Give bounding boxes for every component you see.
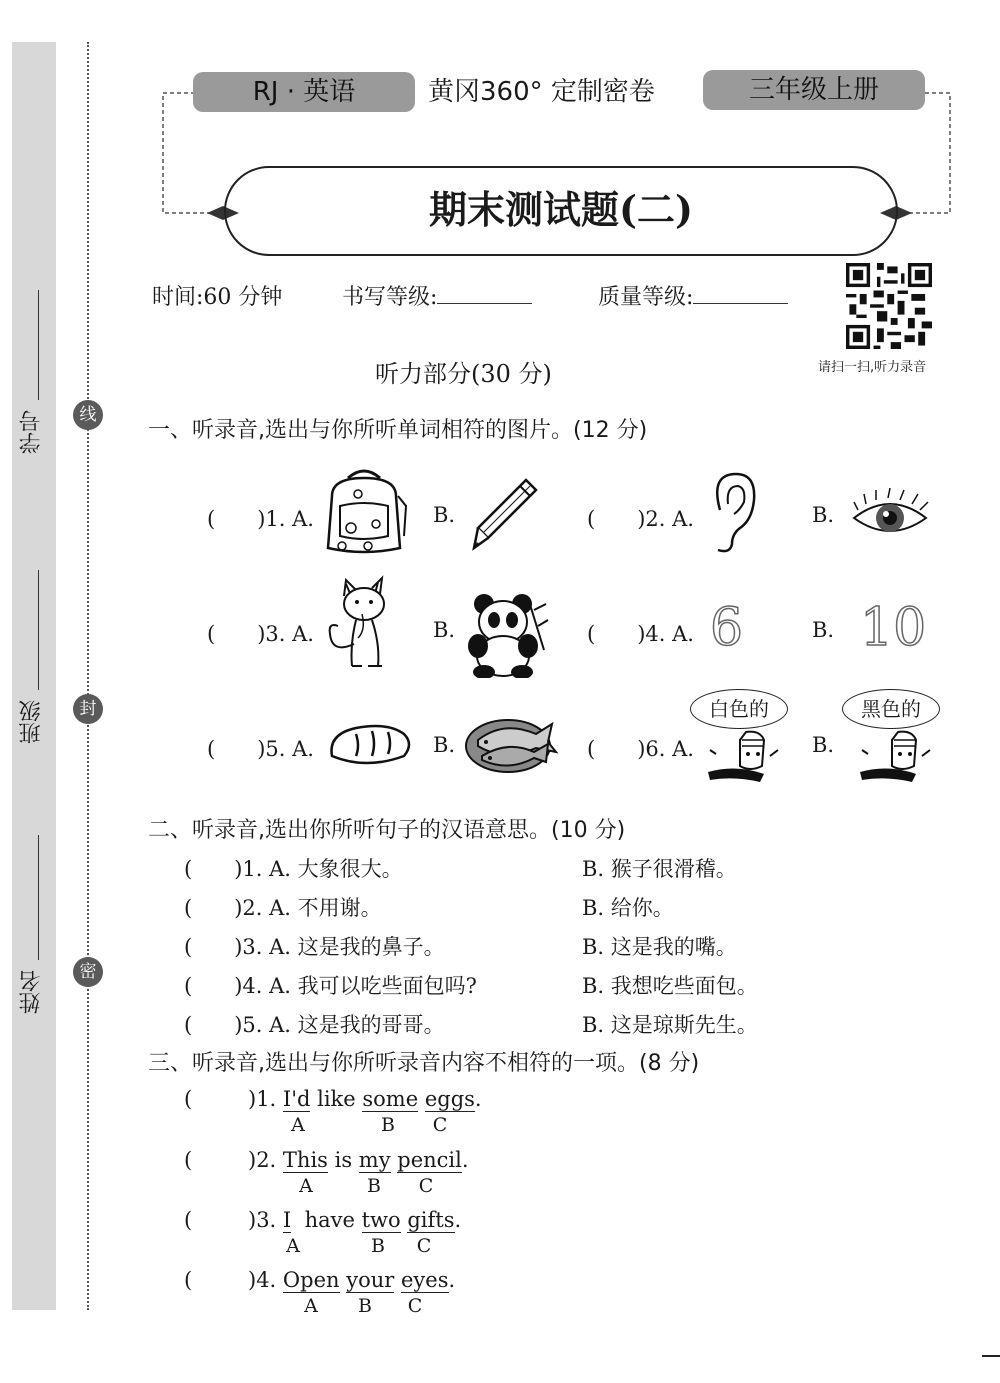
quality-grade [598,280,788,311]
s3-q1-label-b: B [381,1114,395,1136]
name-label: 姓名 [19,970,44,1014]
s3-q1-end: . [474,1087,482,1111]
s3-q4-label-a: A [304,1295,318,1317]
white-bubble: 白色的 [690,689,788,729]
s3-q2-label-b: B [367,1175,381,1197]
fish-icon[interactable] [464,706,560,778]
s3-q2-label-c: C [418,1175,434,1197]
s3-q1-paren: ( [184,1087,193,1111]
s3-q3-label-a: A [286,1235,300,1257]
grade-badge: 三年级上册 [703,70,925,110]
s1-q1-b: B. [433,503,456,527]
seal-seal-mark: 封 [73,694,103,724]
s3-q2-label-a: A [299,1175,313,1197]
s1-q3-num: ( )3. A. [207,622,314,646]
class-field[interactable] [38,570,39,690]
black-bubble: 黑色的 [842,689,940,729]
s3-q3-mid1: have [291,1208,362,1232]
s2-q2-a: ( )2. A. 不用谢。 [184,896,382,920]
s2-q3-b: B. 这是我的嘴。 [582,935,737,959]
s1-q5-num: ( )5. A. [207,737,314,761]
s1-q5-b: B. [433,733,456,757]
s3-q2-word-c: pencil [397,1148,462,1172]
s3-q2-word-b: my [358,1148,391,1172]
s1-q6-num: ( )6. A. [587,737,694,761]
s3-q1-label-c: C [432,1114,448,1136]
s1-q1-num: ( )1. A. [207,507,314,531]
name-field[interactable] [38,835,39,960]
number-six-icon[interactable]: 6 [710,598,744,658]
seal-line-mark: 线 [73,400,103,430]
s1-q4-num: ( )4. A. [587,622,694,646]
s2-q1-a: ( )1. A. 大象很大。 [184,857,403,881]
s2-q5-b: B. 这是琼斯先生。 [582,1013,758,1037]
cut-line [87,42,89,1310]
s3-q2-sentence [248,1148,469,1172]
binding-strip [12,42,56,1310]
crayon-character-icon[interactable] [858,726,934,784]
section1-title: 一、听录音,选出与你所听单词相符的图片。(12 分) [148,418,648,443]
writing-grade [342,280,532,311]
s3-q3-word-c: gifts [407,1208,455,1232]
s3-q1-label-a: A [291,1114,305,1136]
crayon-character-icon[interactable] [706,726,782,784]
page-edge-mark [982,1355,1000,1357]
schoolbag-icon[interactable] [318,466,410,556]
bread-icon[interactable] [326,720,412,770]
s3-q2-mid1: is [327,1148,359,1172]
s3-q4-mid2 [394,1268,401,1292]
s3-q4-label-c: C [407,1295,423,1317]
cat-icon[interactable] [322,574,402,672]
s1-q3-b: B. [433,618,456,642]
s3-q4-sentence [248,1268,455,1292]
s3-q1-word-b: some [362,1087,419,1111]
s3-q1-word-c: eggs [424,1087,475,1111]
s3-q2-end: . [461,1148,469,1172]
s3-q3-sentence [248,1208,461,1232]
s1-q2-b: B. [812,503,835,527]
s1-q6-b: B. [812,733,835,757]
s3-q3-word-b: two [361,1208,401,1232]
time-info: 时间:60 分钟 [152,285,283,310]
s2-q4-b: B. 我想吃些面包。 [582,974,758,998]
s3-q4-paren: ( [184,1268,193,1292]
s3-q3-num: )3. [248,1208,277,1232]
s2-q2-b: B. 给你。 [582,896,674,920]
s3-q2-num: )2. [248,1148,277,1172]
student-id-field[interactable] [38,290,39,400]
quality-grade-label: 质量等级: [598,285,694,310]
student-id-label: 学号 [19,410,44,454]
s3-q4-word-a: Open [282,1268,340,1292]
quality-grade-field[interactable] [693,283,788,304]
section3-title: 三、听录音,选出与你所听录音内容不相符的一项。(8 分) [148,1051,700,1076]
s3-q4-label-b: B [358,1295,372,1317]
s3-q3-word-a: I [282,1208,292,1232]
writing-grade-label: 书写等级: [342,285,438,310]
s2-q1-b: B. 猴子很滑稽。 [582,857,737,881]
qr-code-icon[interactable] [846,263,932,349]
s2-q3-a: ( )3. A. 这是我的鼻子。 [184,935,445,959]
s3-q1-mid1: like [310,1087,363,1111]
section2-title: 二、听录音,选出你所听句子的汉语意思。(10 分) [148,818,626,843]
s3-q4-word-c: eyes [401,1268,449,1292]
subject-badge: RJ · 英语 [193,72,415,112]
page-title: 期末测试题(二) [429,187,693,232]
s3-q1-mid2 [418,1087,425,1111]
pencil-icon[interactable] [470,476,540,552]
s1-q2-num: ( )2. A. [587,507,694,531]
eye-icon[interactable] [850,488,930,546]
ear-icon[interactable] [706,470,758,556]
s3-q2-paren: ( [184,1148,193,1172]
s2-q5-a: ( )5. A. 这是我的哥哥。 [184,1013,445,1037]
number-ten-icon[interactable]: 10 [860,598,927,658]
qr-caption: 请扫一扫,听力录音 [818,360,927,375]
s3-q3-paren: ( [184,1208,193,1232]
s3-q4-word-b: your [346,1268,395,1292]
class-label: 班级 [19,700,44,744]
s1-q4-b: B. [812,618,835,642]
s3-q4-end: . [448,1268,456,1292]
panda-icon[interactable] [464,590,550,678]
s3-q1-word-a: I'd [282,1087,311,1111]
s3-q1-num: )1. [248,1087,277,1111]
s3-q3-end: . [454,1208,462,1232]
listening-header: 听力部分(30 分) [375,360,552,388]
seal-secret-mark: 密 [73,957,103,987]
s3-q4-num: )4. [248,1268,277,1292]
brand-title: 黄冈360° 定制密卷 [428,77,655,107]
s3-q1-sentence [248,1087,482,1111]
s2-q4-a: ( )4. A. 我可以吃些面包吗? [184,974,477,998]
s3-q3-label-c: C [416,1235,432,1257]
writing-grade-field[interactable] [437,283,532,304]
s3-q2-word-a: This [282,1148,328,1172]
s3-q3-label-b: B [371,1235,385,1257]
